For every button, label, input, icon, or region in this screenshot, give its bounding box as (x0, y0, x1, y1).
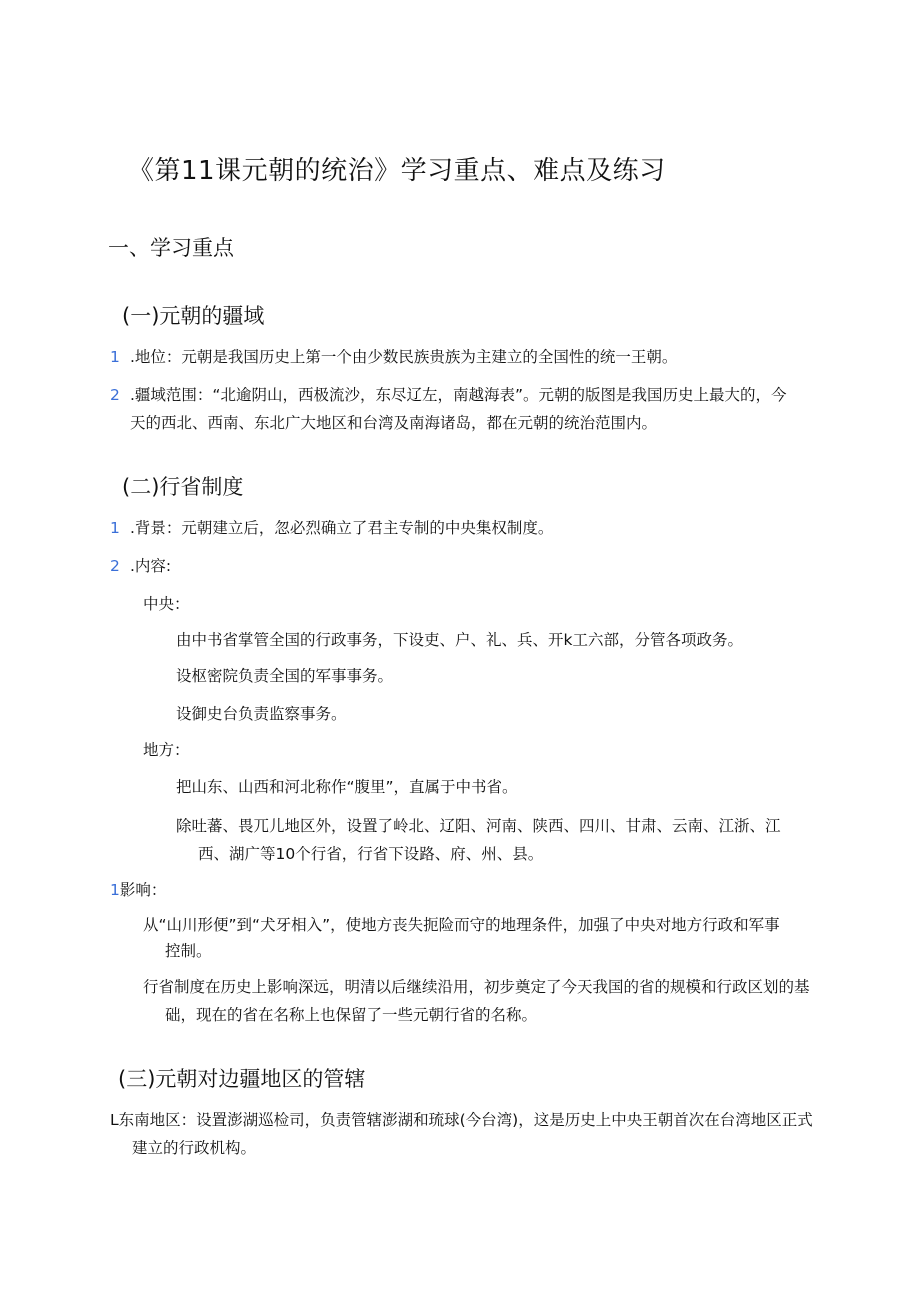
item-number: 1 (110, 348, 120, 366)
item-text-continued: 天的西北、西南、东北广大地区和台湾及南海诸岛，都在元朝的统治范围内。 (130, 414, 658, 432)
impact-item: 行省制度在历史上影响深远，明清以后继续沿用，初步奠定了今天我国的省的规模和行政区划的基 (143, 978, 810, 996)
impact-item: 从“山川形便”到“犬牙相入”，使地方丧失扼险而守的地理条件，加强了中央对地方行政和军事 (143, 916, 780, 934)
page-title: 《第11课元朝的统治》学习重点、难点及练习 (128, 156, 666, 186)
item-text: .疆域范围：“北逾阴山，西极流沙，东尽辽左，南越海表”。元朝的版图是我国历史上最大的，今 (130, 386, 787, 404)
item-text-continued: 建立的行政机构。 (132, 1139, 257, 1157)
item-number: 2 (110, 557, 120, 575)
item-number: 2 (110, 386, 120, 404)
local-item: 把山东、山西和河北称作“腹里”，直属于中书省。 (176, 778, 518, 796)
subheading-territory: (一)元朝的疆域 (122, 304, 265, 328)
subheading-frontier: (三)元朝对边疆地区的管辖 (118, 1067, 366, 1091)
impact-label: 影响： (119, 881, 167, 899)
item-text: .背景：元朝建立后，忽必烈确立了君主专制的中央集权制度。 (130, 519, 554, 537)
central-item: 由中书省掌管全国的行政事务，下设吏、户、礼、兵、开k工六部，分管各项政务。 (176, 631, 743, 649)
central-item: 设御史台负责监察事务。 (176, 705, 347, 723)
list-item (110, 381, 787, 409)
list-item: L东南地区：设置澎湖巡检司，负责管辖澎湖和琉球(今台湾)，这是历史上中央王朝首次在台湾地区正式 (110, 1111, 813, 1129)
local-item-continued: 西、湖广等10个行省，行省下设路、府、州、县。 (198, 845, 544, 863)
item-text: .地位：元朝是我国历史上第一个由少数民族贵族为主建立的全国性的统一王朝。 (130, 348, 678, 366)
central-item: 设枢密院负责全国的军事事务。 (176, 667, 394, 685)
item-number: 1 (110, 881, 120, 899)
impact-item-continued: 础，现在的省在名称上也保留了一些元朝行省的名称。 (165, 1006, 538, 1024)
local-label: 地方： (143, 741, 190, 759)
item-text: .内容: (130, 557, 172, 575)
list-item (110, 514, 553, 542)
list-item (110, 343, 677, 371)
local-item: 除吐蕃、畏兀儿地区外，设置了岭北、辽阳、河南、陕西、四川、甘肃、云南、江浙、江 (176, 817, 781, 835)
central-label: 中央： (143, 595, 190, 613)
item-number: 1 (110, 519, 120, 537)
subheading-province-system: (二)行省制度 (122, 475, 244, 499)
impact-heading (110, 876, 166, 904)
list-item (110, 552, 171, 580)
section-heading-key-points: 一、学习重点 (108, 236, 234, 260)
impact-item-continued: 控制。 (165, 942, 212, 960)
